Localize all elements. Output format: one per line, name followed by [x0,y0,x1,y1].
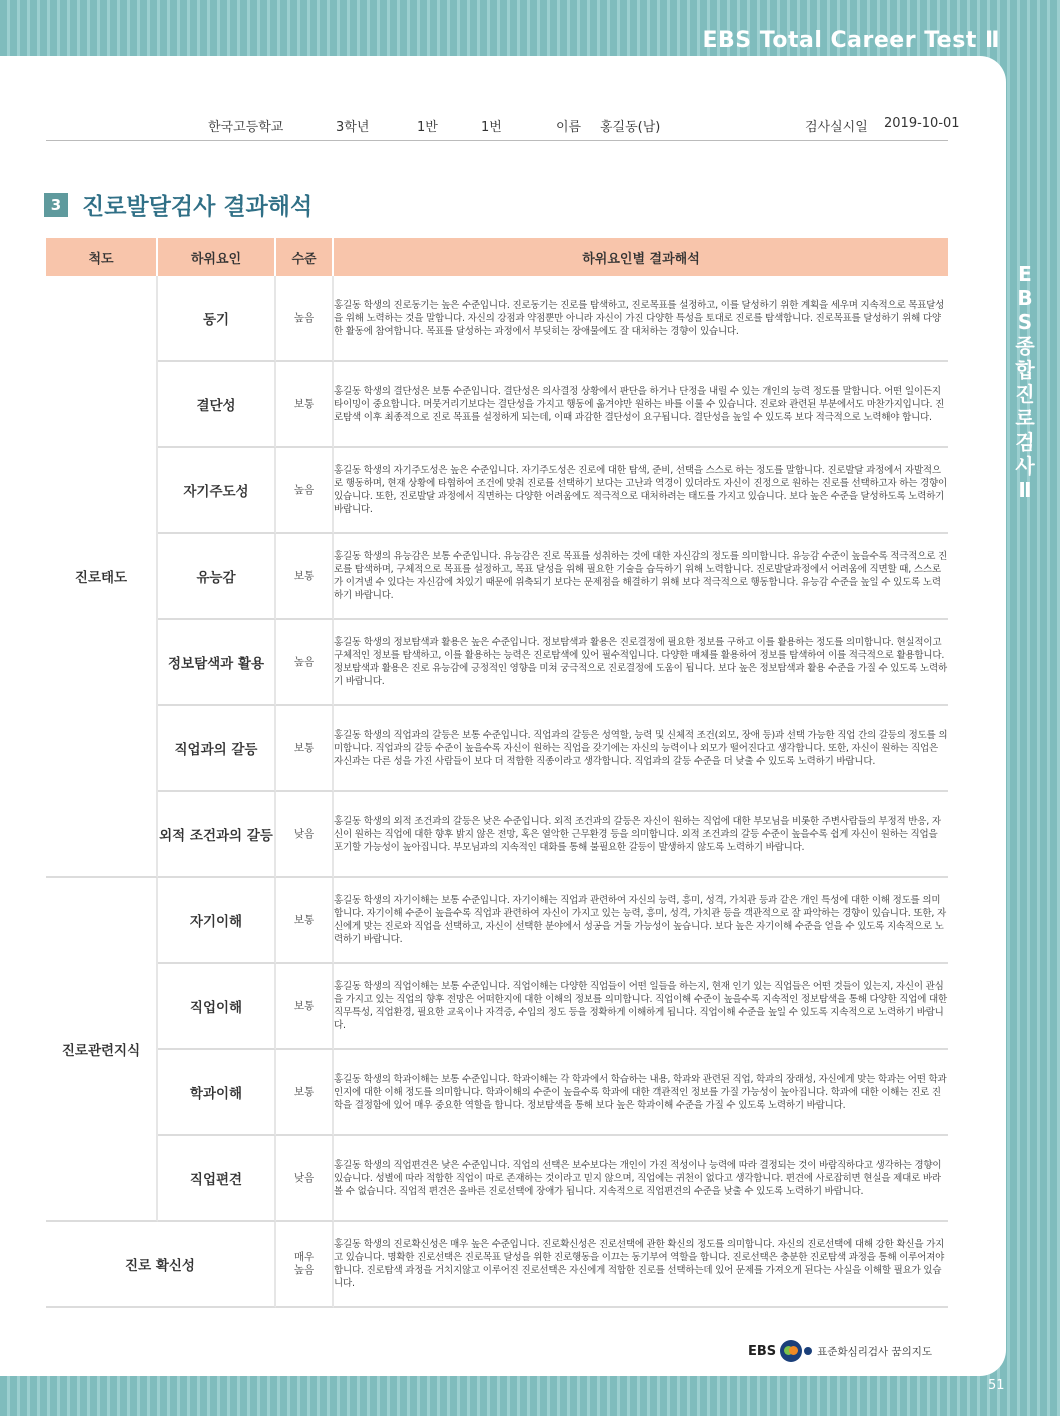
description-cell: 홍길동 학생의 직업편견은 낮은 수준입니다. 직업의 선택은 보수보다는 개인이 가진 적성이나 능력에 따라 결정되는 것이 바람직하다고 생각하는 경향이 있습니다. 성별에 따라 적합한 직업이 따로 존재하는 것이라고 믿지 않으며, 직업에는 귀천이 없다고 생각합니다. 편견에 사로잡히면 현실을 제대로 바라볼 수 없습니다. 직업적 편견은 올바른 진로선택에 장애가 됩니다. 지속적으로 직업편견의 수준을 낮출 수 있도록 노력하기 바랍니다. [334,1136,948,1222]
table-row [46,276,948,362]
scale-cell: 진로태도 [46,276,158,878]
description-cell: 홍길동 학생의 진로동기는 높은 수준입니다. 진로동기는 진로를 탐색하고, 진로목표를 설정하고, 이를 달성하기 위한 계획을 세우며 지속적으로 목표달성을 위해 노력하는 것을 말합니다. 자신의 강점과 약점뿐만 아니라 자신이 가진 다양한 특성을 토대로 진로를 탐색합니다. 진로목표를 달성하기 위해 다양한 활동에 참여합니다. 목표를 달성하는 과정에서 부딪히는 장애물에도 잘 대처하는 경향이 있습니다. [334,276,948,362]
student-number: 1번 [481,120,502,135]
section-title: 진로발달검사 결과해석 [82,194,313,220]
class: 1반 [417,120,438,135]
side-title: EBS종합진로검사Ⅱ [1015,262,1035,502]
description-cell: 홍길동 학생의 직업이해는 보통 수준입니다. 직업이해는 다양한 직업들이 어떤 일들을 하는지, 현재 인기 있는 직업들은 어떤 것들이 있는지, 자신이 관심을 가지고 있는 직업의 향후 전망은 어떠한지에 대한 이해의 정보를 의미합니다. 직업이해 수준이 높을수록 지속적인 정보탐색을 통해 다양한 직업에 대한 직무특성, 직업환경, 필요한 교육이나 자격증, 수입의 정도 등을 정확하게 이해하게 됩니다. 직업이해 수준을 높일 수 있도록 지속적으로 노력하기 바랍니다. [334,964,948,1050]
page-number: 51 [988,1378,1005,1393]
description-cell: 홍길동 학생의 유능감은 보통 수준입니다. 유능감은 진로 목표를 성취하는 것에 대한 자신감의 정도를 의미합니다. 유능감 수준이 높을수록 적극적으로 진로를 탐색하며, 구체적으로 목표를 설정하고, 목표 달성을 위해 필요한 기술을 습득하기 위해 노력합니다. 진로발달과정에서 어려움에 직면할 때, 스스로가 이겨낼 수 있다는 자신감에 차있기 때문에 위축되기 보다는 문제점을 해결하기 위해 보다 적극적으로 행동합니다. 유능감 수준을 높일 수 있도록 노력하기 바랍니다. [334,534,948,620]
description-cell: 홍길동 학생의 외적 조건과의 갈등은 낮은 수준입니다. 외적 조건과의 갈등은 자신이 원하는 직업에 대한 부모님을 비롯한 주변사람들의 부정적 반응, 자신이 원하는 직업에 대한 향후 밝지 않은 전망, 혹은 열악한 근무환경 등을 의미합니다. 외적 조건과의 갈등 수준이 높을수록 쉽게 자신이 원하는 직업을 포기할 가능성이 높아집니다. 부모님과의 지속적인 대화를 통해 불필요한 갈등이 발생하지 않도록 노력하기 바랍니다. [334,792,948,878]
table-row [46,1222,948,1308]
student-name: 홍길동(남) [600,120,661,135]
table-header-row [46,238,948,276]
student-info [0,116,1006,134]
factor-cell: 유능감 [158,534,276,620]
factor-cell: 결단성 [158,362,276,448]
description-cell: 홍길동 학생의 진로확신성은 매우 높은 수준입니다. 진로확신성은 진로선택에 관한 확신의 정도를 의미합니다. 자신의 진로선택에 대해 강한 확신을 가지고 있습니다. 명확한 진로선택은 진로목표 달성을 위한 진로행동을 이끄는 동기부여 역할을 합니다. 진로선택은 충분한 진로탐색 과정을 통해 이루어져야 합니다. 진로탐색 과정을 거치지않고 이루어진 진로선택은 자신에게 적합한 진로를 선택하는데 있어 문제를 가져오게 된다는 사실을 이해할 필요가 있습니다. [334,1222,948,1308]
factor-cell: 직업이해 [158,964,276,1050]
level-cell: 높음 [276,448,334,534]
level-cell [276,1222,334,1308]
level-cell: 보통 [276,1050,334,1136]
result-table [46,238,948,1308]
footer-text: 표준화심리검사 꿈의지도 [817,1345,933,1358]
test-date: 2019-10-01 [884,116,960,131]
description-cell: 홍길동 학생의 학과이해는 보통 수준입니다. 학과이해는 각 학과에서 학습하는 내용, 학과와 관련된 직업, 학과의 장래성, 자신에게 맞는 학과는 어떤 학과인지에 대한 이해 정도를 의미합니다. 학과이해의 수준이 높을수록 학과에 대한 객관적인 정보를 가질 가능성이 높아집니다. 학과에 대한 이해는 진로 진학을 결정함에 있어 매우 중요한 역할을 합니다. 정보탐색을 통해 보다 높은 학과이해 수준을 가질 수 있도록 노력하기 바랍니다. [334,1050,948,1136]
school-name: 한국고등학교 [208,120,284,135]
description-cell: 홍길동 학생의 자기이해는 보통 수준입니다. 자기이해는 직업과 관련하여 자신의 능력, 흥미, 성격, 가치관 등과 같은 개인 특성에 대한 이해 정도를 의미합니다. 자기이해 수준이 높을수록 직업과 관련하여 자신이 가지고 있는 능력, 흥미, 성격, 가치관 등을 객관적으로 잘 파악하는 경향이 있습니다. 또한, 자신에게 맞는 진로와 직업을 선택하고, 자신이 선택한 분야에서 성공을 거둘 가능성이 높습니다. 보다 높은 자기이해 수준을 얻을 수 있도록 지속적으로 노력하기 바랍니다. [334,878,948,964]
table-row [46,706,948,792]
level-cell: 보통 [276,964,334,1050]
date-label: 검사실시일 [805,120,868,135]
factor-cell: 자기주도성 [158,448,276,534]
ebs-logo-icon [780,1340,802,1362]
description-cell: 홍길동 학생의 직업과의 갈등은 보통 수준입니다. 직업과의 갈등은 성역할, 능력 및 신체적 조건(외모, 장애 등)과 선택 가능한 직업 간의 갈등의 정도를 의미합니다. 직업과의 갈등 수준이 높을수록 자신이 원하는 직업을 갖기에는 자신의 능력이나 외모가 떨어진다고 생각합니다. 또한, 자신이 원하는 직업은 자신과는 다른 성을 가진 사람들이 보다 더 적합한 직종이라고 생각합니다. 직업과의 갈등 수준을 더 낮출 수 있도록 노력하기 바랍니다. [334,706,948,792]
level-line2: 높음 [293,1264,315,1276]
description-cell: 홍길동 학생의 정보탐색과 활용은 높은 수준입니다. 정보탐색과 활용은 진로결정에 필요한 정보를 구하고 이를 활용하는 정도를 의미합니다. 현실적이고 구체적인 정보를 탐색하고, 이를 활용하는 능력은 진로탐색에 있어 필수적입니다. 다양한 매체를 활용하여 정보를 탐색하여 이를 적극적으로 활용합니다. 정보탐색과 활용은 진로 유능감에 긍정적인 영향을 미쳐 궁극적으로 진로결정에 도움이 됩니다. 보다 높은 정보탐색과 활용 수준을 가질 수 있도록 노력하기 바랍니다. [334,620,948,706]
level-cell: 보통 [276,706,334,792]
factor-cell: 동기 [158,276,276,362]
table-row [46,534,948,620]
certainty-scale-cell: 진로 확신성 [46,1222,276,1308]
table-row [46,878,948,964]
table-row [46,620,948,706]
level-cell: 보통 [276,534,334,620]
header-description: 하위요인별 결과해석 [334,238,948,276]
factor-cell: 직업과의 갈등 [158,706,276,792]
scale-cell: 진로관련지식 [46,878,158,1222]
factor-cell: 외적 조건과의 갈등 [158,792,276,878]
level-cell: 보통 [276,878,334,964]
header-scale: 척도 [46,238,158,276]
factor-cell: 자기이해 [158,878,276,964]
header-factor: 하위요인 [158,238,276,276]
table-row [46,448,948,534]
table-row [46,362,948,448]
level-cell: 높음 [276,620,334,706]
dot-icon [804,1347,812,1355]
divider [46,140,948,141]
level-cell: 낮음 [276,792,334,878]
ebs-brand: EBS [748,1343,777,1359]
factor-cell: 직업편견 [158,1136,276,1222]
table-row [46,1050,948,1136]
table-row [46,792,948,878]
table-row [46,1136,948,1222]
level-cell: 보통 [276,362,334,448]
factor-cell: 정보탐색과 활용 [158,620,276,706]
description-cell: 홍길동 학생의 결단성은 보통 수준입니다. 결단성은 의사결정 상황에서 판단을 하거나 단정을 내릴 수 있는 개인의 능력 정도를 말합니다. 어떤 일이든지 타이밍이 중요합니다. 머뭇거리기보다는 결단성을 가지고 행동에 옮겨야만 원하는 바를 이룰 수 있습니다. 진로와 관련된 부분에서도 마찬가지입니다. 진로탐색 이후 최종적으로 진로 목표를 설정하게 되는데, 이때 과감한 결단성이 요구됩니다. 결단성을 높일 수 있도록 보다 적극적으로 노력해야 합니다. [334,362,948,448]
footer [748,1340,932,1362]
level-cell: 낮음 [276,1136,334,1222]
level-line1: 매우 [293,1251,315,1263]
grade: 3학년 [336,120,370,135]
factor-cell: 학과이해 [158,1050,276,1136]
description-cell: 홍길동 학생의 자기주도성은 높은 수준입니다. 자기주도성은 진로에 대한 탐색, 준비, 선택을 스스로 하는 정도를 말합니다. 진로발달 과정에서 자발적으로 행동하며, 현재 상황에 타협하여 조건에 맞춰 진로를 선택하기 보다는 고난과 역경이 있더라도 자신이 진정으로 원하는 진로를 선택하고자 하는 경향이 있습니다. 또한, 진로발달 과정에서 직면하는 다양한 어려움에도 적극적으로 대처하려는 태도를 가지고 있습니다. 보다 높은 수준을 달성하도록 노력하기 바랍니다. [334,448,948,534]
header-level: 수준 [276,238,334,276]
section-heading [44,188,312,221]
table-row [46,964,948,1050]
name-label: 이름 [556,120,582,135]
level-cell: 높음 [276,276,334,362]
banner-title: EBS Total Career Test Ⅱ [702,28,1000,53]
section-number: 3 [44,193,68,217]
